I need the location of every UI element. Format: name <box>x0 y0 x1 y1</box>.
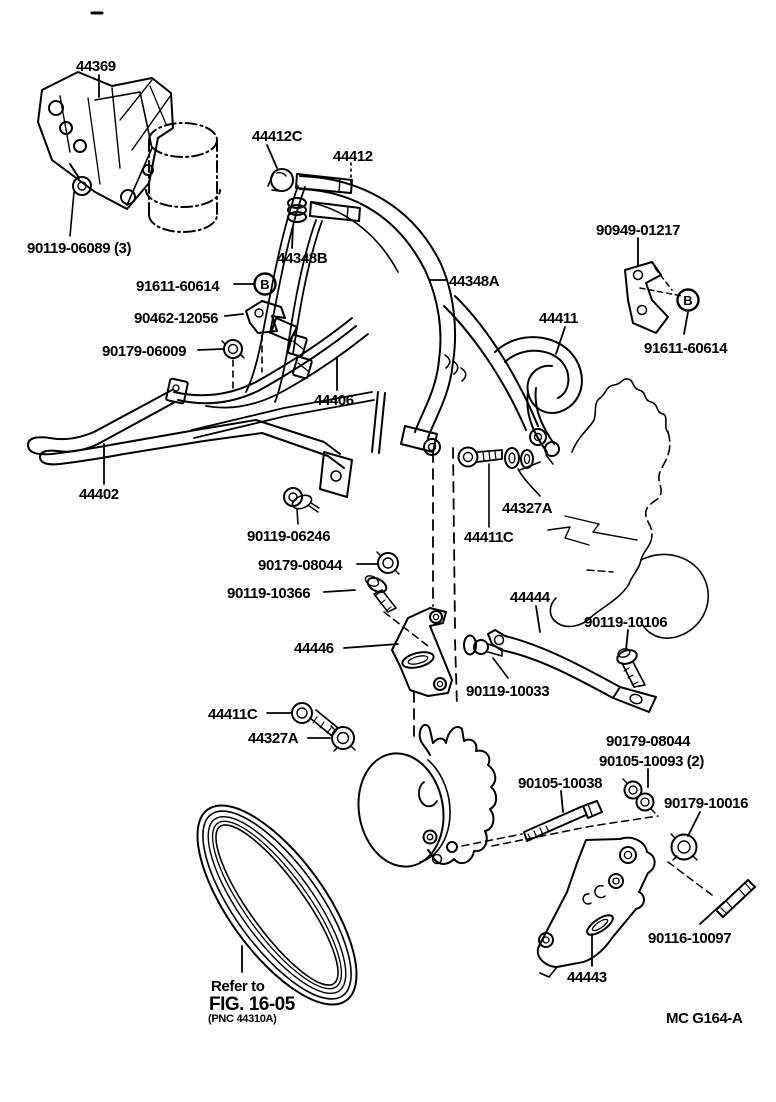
leader-44446 <box>344 644 398 648</box>
leader-10106 <box>626 630 628 650</box>
note-refer-to: Refer to <box>211 978 265 995</box>
part-label-44369: 44369 <box>76 58 116 75</box>
washers-44327A-upper-icon <box>505 448 540 496</box>
clamp-44412C-icon <box>268 169 293 191</box>
part-label-44327A-upper: 44327A <box>502 500 553 517</box>
circled-b-letter-right: B <box>683 293 693 308</box>
stud-90119-10366-icon <box>364 574 396 612</box>
leader-10038 <box>561 791 563 812</box>
clamp-90949-01217-drawing <box>625 262 682 333</box>
nut-90179-08044-upper-icon <box>377 552 399 574</box>
part-label-44411C-lower: 44411C <box>208 706 258 723</box>
part-label-44444: 44444 <box>510 589 550 606</box>
leader-44411 <box>556 327 565 354</box>
pump-drawing <box>350 725 496 874</box>
part-label-44402: 44402 <box>79 486 119 503</box>
part-label-44411C-upper: 44411C <box>464 529 514 546</box>
leader-10016 <box>688 812 700 836</box>
part-label-90179-08044-b: 90179-08044 <box>606 733 691 750</box>
part-label-44443: 44443 <box>567 969 607 986</box>
leader-90179-06009 <box>198 349 223 350</box>
construction-dash-10016 <box>668 862 716 898</box>
drive-belt-drawing <box>169 781 385 1028</box>
stud-90116-10097-icon <box>716 880 755 917</box>
part-label-91611-60614-b: 91611-60614 <box>644 340 728 357</box>
bracket-44443-drawing <box>538 838 655 977</box>
leader-90462 <box>225 314 243 316</box>
part-label-44348B: 44348B <box>277 250 328 267</box>
figure-corner-code: MC G164-A <box>666 1010 743 1027</box>
part-label-44412: 44412 <box>333 148 373 165</box>
part-label-90179-06009: 90179-06009 <box>102 343 187 360</box>
nut-44327A-lower-icon <box>331 726 355 751</box>
steering-gear-outline-drawing <box>548 379 708 638</box>
part-label-44348A: 44348A <box>449 273 500 290</box>
bolt-90119-10106-icon <box>615 647 645 687</box>
part-label-44446: 44446 <box>294 640 334 657</box>
bracket-44446-drawing <box>392 608 452 696</box>
part-label-90462-12056: 90462-12056 <box>134 310 219 327</box>
circled-b-letter-left: B <box>260 277 270 292</box>
reservoir-bracket-44369-drawing <box>38 72 173 209</box>
nut-90179-06009-icon <box>222 340 244 392</box>
part-label-44327A-lower: 44327A <box>248 730 299 747</box>
part-label-44411: 44411 <box>539 310 578 327</box>
bolt-44411C-lower-icon <box>292 703 338 736</box>
part-label-44412C: 44412C <box>252 128 303 145</box>
nuts-90105-10093-icon <box>623 779 655 813</box>
part-label-90105-10038: 90105-10038 <box>518 775 603 792</box>
part-label-90119-10366: 90119-10366 <box>227 585 311 602</box>
nut-90179-10016-icon <box>671 834 697 860</box>
note-fig-number: FIG. 16-05 <box>209 994 295 1015</box>
leader-91611b <box>700 303 735 310</box>
construction-dash-pump <box>462 834 522 846</box>
part-label-44406: 44406 <box>314 392 354 409</box>
part-label-90105-10093: 90105-10093 (2) <box>599 753 704 770</box>
pressure-hose-44348A-drawing <box>300 176 559 470</box>
note-pnc: (PNC 44310A) <box>208 1013 277 1025</box>
leader-44444 <box>536 606 540 632</box>
construction-dashed-lines <box>414 448 457 740</box>
part-label-90119-06246: 90119-06246 <box>247 528 331 545</box>
part-label-90119-10033: 90119-10033 <box>466 683 550 700</box>
union-bolt-44411C-upper-icon <box>459 448 503 528</box>
part-label-90119-10106: 90119-10106 <box>584 614 668 631</box>
leader-44412c <box>267 145 277 168</box>
part-label-90116-10097: 90116-10097 <box>648 930 732 947</box>
bolt-90119-10033-icon <box>464 636 508 679</box>
part-label-91611-60614-a: 91611-60614 <box>136 278 220 295</box>
bolt-90119-06246-icon <box>284 488 319 524</box>
part-label-90119-06089: 90119-06089 (3) <box>27 240 132 257</box>
part-label-90949-01217: 90949-01217 <box>596 222 681 239</box>
part-label-90179-10016: 90179-10016 <box>664 795 749 812</box>
leader-10366 <box>324 590 355 592</box>
construction-dash-10366 <box>384 612 428 646</box>
part-label-90179-08044-a: 90179-08044 <box>258 557 343 574</box>
